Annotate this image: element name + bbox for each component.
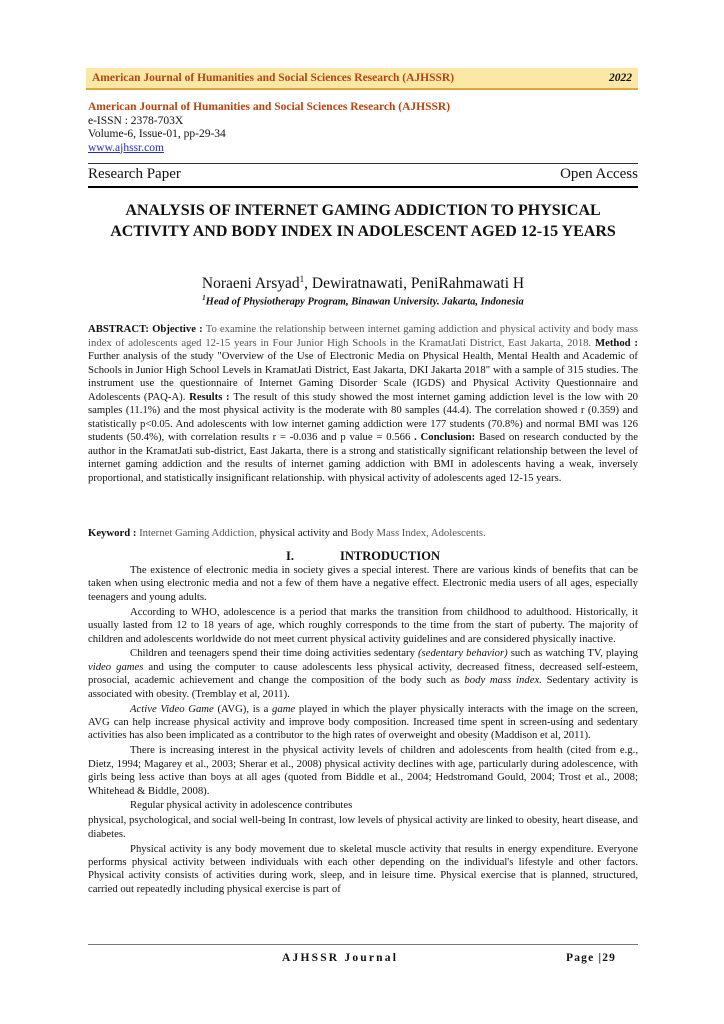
meta-issn: e-ISSN : 2378-703X	[88, 114, 184, 127]
objective-text: To examine the relationship between internet gaming addiction and physical activity and body mass index of adolescents aged 12-15 years in Four Junior High Schools in the KramatJati District, East Jakarta, 2018.	[88, 323, 639, 349]
meta-divider	[88, 163, 638, 164]
objective-label: Objective :	[152, 323, 206, 335]
author-first: Noraeni Arsyad	[201, 275, 300, 293]
meta-url-link[interactable]: www.ajhssr.com	[88, 141, 164, 154]
journal-meta	[88, 101, 638, 155]
text-run: played in which the player physically interacts with the image on the screen, AVG can help increase physical activity and improve body composition. Increased time spent in screen-using and sedentary activities has also been implicated as a contributor to the high rates of overweight and obesity (Maddison et al, 2011).	[88, 702, 638, 742]
paragraph: There is increasing interest in the physical activity levels of children and adolescents from health (cited from e.g., Dietz, 1994; Magarey et al., 2003; Sherar et al., 2008) physical activity declines with age, particularly during adolescence, with girls being less active than boys at all ages (quoted from Biddle et al., 2004; Hedstromand Gould, 2004; Trost et al., 2008; Whitehead & Biddle, 2008).	[88, 744, 638, 797]
paragraph: Physical activity is any body movement due to skeletal muscle activity that results in energy expenditure. Everyone performs physical activity between individuals with each other depending on the individual's lifestyle and other factors. Physical activity consists of activities during work, sleep, and in leisure time. Physical exercise that is planned, structured, carried out repeatedly including physical exercise is part of	[88, 842, 638, 895]
affiliation-text: Head of Physiotherapy Program, Binawan University. Jakarta, Indonesia	[205, 296, 524, 308]
author-affiliation	[88, 292, 638, 309]
header-year: 2022	[609, 72, 632, 84]
method-label: Method :	[595, 336, 638, 349]
text-run-italic: body mass index.	[464, 674, 542, 687]
author-sup: 1	[299, 274, 305, 284]
open-access-label: Open Access	[560, 166, 638, 182]
footer-journal: AJHSSR Journal	[282, 952, 399, 964]
affiliation-sup: 1	[202, 294, 206, 302]
text-run-italic: game	[272, 702, 296, 715]
keyword-1: Internet Gaming Addiction,	[139, 527, 260, 539]
text-run-italic: (sedentary behavior)	[417, 647, 508, 660]
text-run-italic: Active Video Game	[130, 702, 214, 715]
footer-page-number: Page |29	[566, 952, 617, 964]
results-text: The result of this study showed the most internet gaming addiction level is the low with 20 samples (11.1%) and the most physical activity is the moderate with 80 samples (44.4). The correlation showed r (0.359) and statistically p<0.05. And adolescents with low internet gaming addiction were 177 students (70.8%) and normal BMI was 126 students (50.4%), with correlation results r = -0.036 and p value = 0.566	[88, 390, 639, 443]
footer-divider	[88, 944, 638, 945]
section-title: INTRODUCTION	[339, 549, 440, 563]
text-run-italic: video games	[88, 660, 144, 673]
keyword-2: physical activity and	[259, 527, 351, 539]
introduction-body	[88, 564, 638, 898]
conclusion-label: . Conclusion:	[414, 431, 479, 443]
keywords	[88, 527, 638, 540]
paragraph: The existence of electronic media in society gives a special interest. There are various kinds of benefits that can be taken when using electronic media and not a few of them have a negative effect. Electronic media users of all ages, especially teenagers and young adults.	[88, 564, 638, 603]
paragraph: physical, psychological, and social well-being In contrast, low levels of physical activity are linked to obesity, heart disease, and diabetes.	[88, 814, 638, 840]
paper-title: ANALYSIS OF INTERNET GAMING ADDICTION TO PHYSICAL ACTIVITY AND BODY INDEX IN ADOLESCENT AGED 12-15 YEARS	[110, 202, 616, 240]
keyword-label: Keyword :	[88, 527, 140, 539]
results-label: Results :	[189, 390, 234, 403]
meta-journal-title: American Journal of Humanities and Social Sciences Research (AJHSSR)	[88, 101, 451, 113]
text-run: such as watching TV, playing	[507, 647, 638, 660]
journal-header-bar	[86, 68, 638, 90]
abstract-label: ABSTRACT:	[88, 323, 153, 335]
paragraph	[88, 703, 638, 743]
section-heading	[88, 549, 638, 564]
section-number: I.	[285, 549, 294, 563]
meta-volume: Volume-6, Issue-01, pp-29-34	[88, 128, 226, 140]
paper-type-row	[88, 165, 638, 183]
paper-type-divider	[88, 186, 638, 188]
paragraph: Regular physical activity in adolescence contributes	[130, 799, 353, 812]
keyword-3: Body Mass Index, Adolescents.	[350, 527, 486, 539]
text-run: Sedentary activity is associated with obesity. (Tremblay et al, 2011).	[88, 674, 638, 700]
header-journal-name: American Journal of Humanities and Social Sciences Research (AJHSSR)	[92, 72, 455, 84]
text-run: and using the computer to cause adolescents less physical activity, decreased fitness, decreased self-esteem, prosocial, academic achievement and change the composition of the body such as	[88, 660, 639, 687]
text-run: Children and teenagers spend their time doing activities sedentary	[130, 647, 418, 660]
author-rest: , Dewiratnawati, PeniRahmawati H	[304, 275, 525, 293]
conclusion-text: Based on research conducted by the author in the KramatJati sub-district, East Jakarta, there is a strong and statistically significant relationship between the level of internet gaming addiction and the results of internet gaming addiction with BMI in adolescents having a weak, inversely proportional, and statistically insignificant relationship. with physical activity of adolescents aged 12-15 years.	[88, 431, 638, 484]
paper-type: Research Paper	[88, 166, 181, 182]
abstract	[88, 323, 638, 485]
paragraph: According to WHO, adolescence is a period that marks the transition from childhood to adulthood. Historically, it usually lasted from 12 to 18 years of age, which roughly corresponds to the time from the start of puberty. The majority of children and adolescents worldwide do not meet current physical activity guidelines and are considered physically inactive.	[88, 605, 638, 645]
author-list	[88, 270, 638, 293]
method-text: Further analysis of the study "Overview of the Use of Electronic Media on Physical Health, Mental Health and Academic of Schools in Junior High School Levels in KramatJati District, East Jakarta, DKI Jakarta 2018" with a sample of 315 studies. The instrument use the questionnaire of Internet Gaming Disorder Scale (IGDS) and Physical Activity Questionnaire and Adolescents (PAQ-A).	[88, 350, 638, 403]
paragraph	[88, 647, 638, 701]
text-run: (AVG), is a	[213, 702, 273, 715]
